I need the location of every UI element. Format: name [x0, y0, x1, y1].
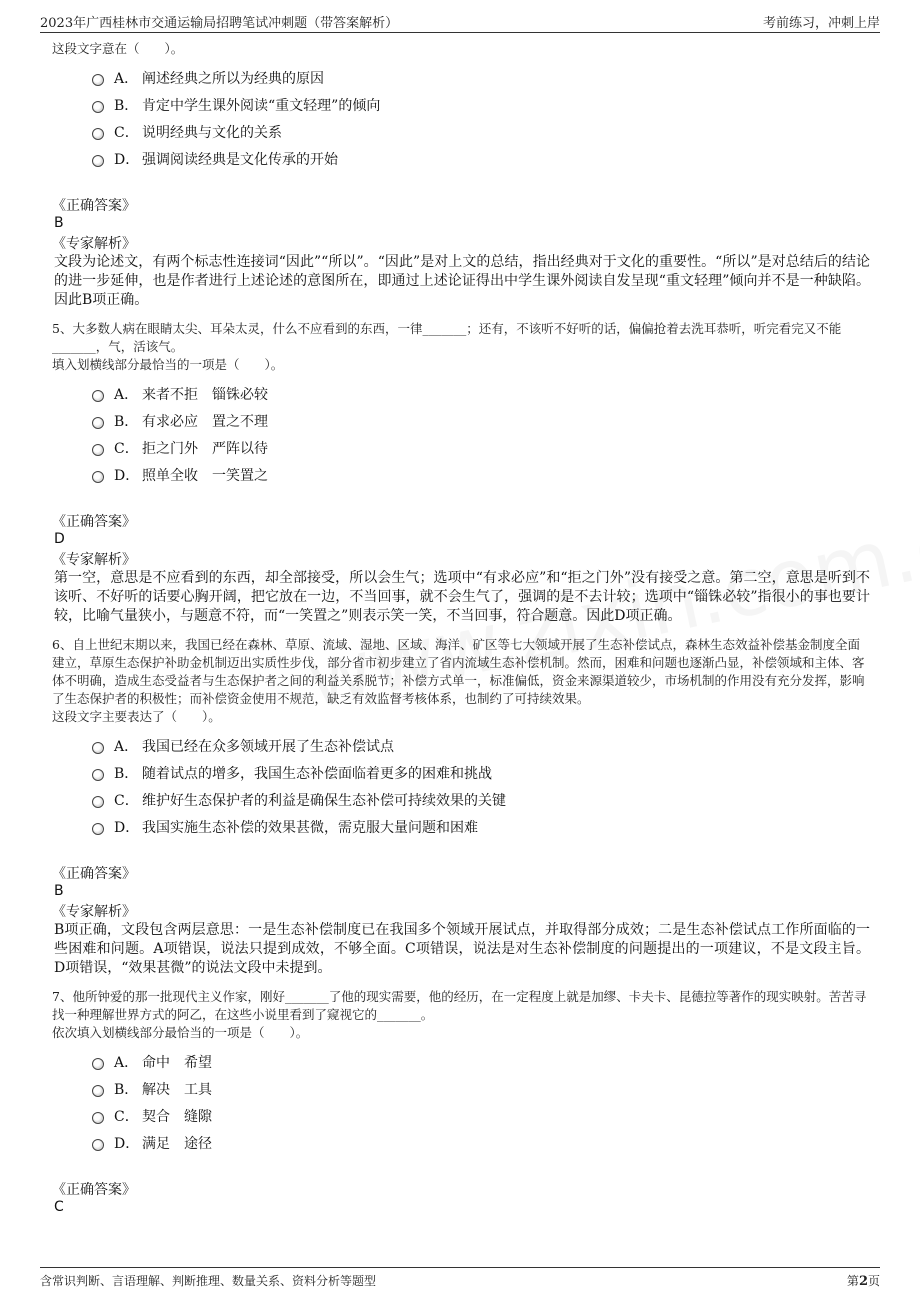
radio-icon[interactable]	[92, 101, 104, 113]
question-prompt: 依次填入划横线部分最恰当的一项是（ ）。	[52, 1025, 309, 1040]
answer-value: C	[54, 1199, 64, 1215]
option-c[interactable]: C． 维护好生态保护者的利益是确保生态补偿可持续效果的关键	[92, 786, 870, 813]
radio-icon[interactable]	[92, 155, 104, 167]
option-list	[92, 64, 870, 172]
page-number: 第2页	[846, 1274, 880, 1289]
answer-label: 《正确答案》	[52, 198, 136, 214]
radio-icon[interactable]	[92, 128, 104, 140]
option-b[interactable]: B． 解决 工具	[92, 1075, 870, 1102]
footer-topics: 含常识判断、言语理解、判断推理、数量关系、资料分析等题型	[40, 1274, 377, 1288]
answer-value: D	[54, 531, 65, 547]
radio-icon[interactable]	[92, 417, 104, 429]
analysis-text: 第一空，意思是不应看到的东西，却全部接受，所以会生气；选项中“有求必应”和“拒之门外”没有接受之意。第二空，意思是听到不该听、不好听的话要心胸开阔，把它放在一边，不当回事，就不会生气了，强调的是不去计较；选项中“锱铢必较”指很小的事也要计较，比喻气量狭小，与题意不符，而“一笑置之”则表示笑一笑，不当回事，符合题意。因此D项正确。	[54, 570, 870, 624]
question-stem: 这段文字意在（ ）。	[52, 41, 184, 56]
option-d[interactable]: D． 满足 途径	[92, 1129, 870, 1156]
page-footer	[40, 1267, 880, 1290]
question-stem: 6、自上世纪末期以来，我国已经在森林、草原、流域、湿地、区域、海洋、矿区等七大领域开展了生态补偿试点，森林生态效益补偿基金制度全面建立，草原生态保护补助金机制迈出实质性步伐，部分省市初步建立了省内流域生态补偿机制。然而，困难和问题也逐渐凸显，补偿领域和主体、客体不明确，造成生态受益者与生态保护者之间的利益关系脱节；补偿方式单一，标准偏低，资金来源渠道较少，市场机制的作用没有充分发挥，影响了生态保护者的积极性；而补偿资金使用不规范，缺乏有效监督考核体系，也制约了可持续效果。	[52, 637, 865, 706]
radio-icon[interactable]	[92, 823, 104, 835]
answer-value: B	[54, 215, 64, 231]
radio-icon[interactable]	[92, 390, 104, 402]
analysis-text: 文段为论述文，有两个标志性连接词“因此”“所以”。“因此”是对上文的总结，指出经典对于文化的重要性。“所以”是对总结后的结论的进一步延伸，也是作者进行上述论述的意图所在，即通过上述论证得出中学生课外阅读自发呈现“重文轻理”倾向并不是一种缺陷。因此B项正确。	[54, 254, 870, 308]
option-b[interactable]: B． 有求必应 置之不理	[92, 407, 870, 434]
answer-label: 《正确答案》	[52, 1182, 136, 1198]
analysis-label: 《专家解析》	[52, 552, 136, 568]
page-header	[40, 12, 880, 33]
radio-icon[interactable]	[92, 1139, 104, 1151]
radio-icon[interactable]	[92, 471, 104, 483]
option-a[interactable]: A． 来者不拒 锱铢必较	[92, 380, 870, 407]
answer-label: 《正确答案》	[52, 866, 136, 882]
radio-icon[interactable]	[92, 742, 104, 754]
analysis-text: B项正确，文段包含两层意思：一是生态补偿制度已在我国多个领域开展试点，并取得部分成效；二是生态补偿试点工作所面临的一些困难和问题。A项错误，说法只提到成效，不够全面。C项错误，说法是对生态补偿制度的问题提出的一项建议，不是文段主旨。D项错误，“效果甚微”的说法文段中未提到。	[54, 922, 870, 976]
option-c[interactable]: C． 契合 缝隙	[92, 1102, 870, 1129]
option-d[interactable]: D． 我国实施生态补偿的效果甚微，需克服大量问题和困难	[92, 813, 870, 840]
answer-value: B	[54, 883, 64, 899]
option-c[interactable]: C． 说明经典与文化的关系	[92, 118, 870, 145]
question-7	[52, 988, 870, 1216]
question-stem: 5、大多数人病在眼睛太尖、耳朵太灵，什么不应看到的东西，一律_______；还有，不该听不好听的话，偏偏抢着去洗耳恭听，听完看完又不能_______，气，活该气。	[52, 321, 842, 354]
option-b[interactable]: B． 肯定中学生课外阅读“重文轻理”的倾向	[92, 91, 870, 118]
header-slogan: 考前练习，冲刺上岸	[762, 16, 880, 31]
option-a[interactable]: A． 命中 希望	[92, 1048, 870, 1075]
option-a[interactable]: A． 阐述经典之所以为经典的原因	[92, 64, 870, 91]
question-stem: 7、他所钟爱的那一批现代主义作家，刚好_______了他的现实需要，他的经历，在一定程度上就是加缪、卡夫卡、昆德拉等著作的现实映射。苦苦寻找一种理解世界方式的阿乙，在这些小说里看到了窥视它的_______。	[52, 989, 867, 1022]
answer-label: 《正确答案》	[52, 514, 136, 530]
option-list	[92, 380, 870, 488]
question-6	[52, 636, 870, 978]
option-b[interactable]: B． 随着试点的增多，我国生态补偿面临着更多的困难和挑战	[92, 759, 870, 786]
radio-icon[interactable]	[92, 74, 104, 86]
option-list	[92, 732, 870, 840]
option-d[interactable]: D． 强调阅读经典是文化传承的开始	[92, 145, 870, 172]
analysis-label: 《专家解析》	[52, 236, 136, 252]
option-list	[92, 1048, 870, 1156]
document-title: 2023年广西桂林市交通运输局招聘笔试冲刺题（带答案解析）	[40, 16, 399, 31]
option-a[interactable]: A． 我国已经在众多领域开展了生态补偿试点	[92, 732, 870, 759]
radio-icon[interactable]	[92, 796, 104, 808]
radio-icon[interactable]	[92, 1112, 104, 1124]
radio-icon[interactable]	[92, 1058, 104, 1070]
radio-icon[interactable]	[92, 1085, 104, 1097]
page-content	[52, 40, 870, 1216]
question-4	[52, 40, 870, 310]
radio-icon[interactable]	[92, 444, 104, 456]
question-5	[52, 320, 870, 626]
option-c[interactable]: C． 拒之门外 严阵以待	[92, 434, 870, 461]
question-prompt: 填入划横线部分最恰当的一项是（ ）。	[52, 357, 284, 372]
radio-icon[interactable]	[92, 769, 104, 781]
option-d[interactable]: D． 照单全收 一笑置之	[92, 461, 870, 488]
analysis-label: 《专家解析》	[52, 904, 136, 920]
question-prompt: 这段文字主要表达了（ ）。	[52, 709, 221, 724]
